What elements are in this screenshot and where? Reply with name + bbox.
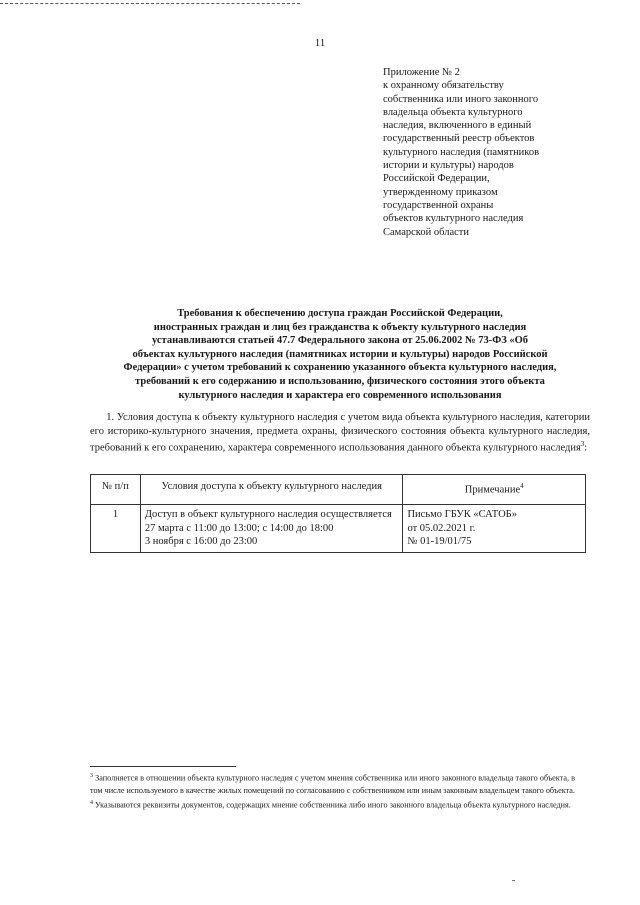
appendix-heading [383, 66, 623, 239]
appendix-line: владельца объекта культурного [383, 106, 523, 118]
footnotes [90, 770, 575, 812]
note-line: Письмо ГБУК «САТОБ» [407, 509, 517, 521]
footnote-mark: 4 [90, 800, 93, 807]
condition-line: Доступ в объект культурного наследия осуществляется [144, 509, 392, 521]
document-title [90, 307, 590, 402]
appendix-line: государственной охраны [383, 199, 494, 211]
title-line: устанавливаются статьей 47.7 Федерального закона от 25.06.2002 № 73-ФЗ «Об [151, 335, 529, 347]
appendix-line: к охранному обязательству [383, 80, 504, 92]
appendix-line: государственный реестр объектов [383, 133, 535, 145]
condition-line: 27 марта с 11:00 до 13:00; с 14:00 до 18:00 [144, 522, 334, 534]
footnote-separator [90, 766, 236, 767]
appendix-line: культурного наследия (памятников [383, 146, 540, 158]
table-header-row [91, 475, 586, 505]
title-line: культурного наследия и характера его современного использования [178, 389, 502, 401]
footnote-3 [90, 770, 575, 797]
appendix-line: объектов культурного наследия [383, 213, 524, 225]
table-row [91, 505, 586, 553]
title-line: объектах культурного наследия (памятниках истории и культуры) народов Российской [132, 348, 548, 360]
top-scan-border [0, 3, 300, 4]
condition-line: 3 ноября с 16:00 до 23:00 [144, 536, 258, 548]
footnote-mark: 3 [90, 773, 93, 779]
footnote-4 [90, 797, 575, 812]
appendix-line: утвержденному приказом [383, 186, 498, 198]
title-line: иностранных граждан и лиц без гражданства к объекту культурного наследия [153, 321, 527, 333]
page-number: 11 [314, 37, 326, 49]
appendix-line: Российской Федерации, [383, 173, 490, 185]
section-1-colon: : [584, 442, 588, 454]
section-1-paragraph [90, 411, 590, 455]
row-number: 1 [91, 505, 141, 553]
header-note [403, 475, 586, 505]
note-line: № 01-19/01/75 [407, 536, 472, 548]
title-line: требований к его содержанию и использованию, физического состояния этого объекта [135, 375, 545, 387]
footnote-ref-4: 4 [520, 482, 524, 490]
section-1-text: 1. Условия доступа к объекту культурного наследия с учетом вида объекта культурного наследия, категории его историко-культурного значения, предмета охраны, физического состояния объекта культурного наследия, требований к его сохранению, характера современного использования данного объекта культурного наследия [90, 412, 591, 454]
appendix-line: собственника или иного законного [383, 93, 539, 105]
scan-speck [512, 880, 515, 881]
appendix-line: истории и культуры) народов [383, 160, 514, 172]
header-number: № п/п [91, 475, 141, 505]
access-conditions-table [90, 474, 586, 553]
row-conditions [140, 505, 403, 553]
footnote-text: Заполняется в отношении объекта культурного наследия с учетом мнения собственника или иного законного владельца такого объекта, в том числе используемого в качестве жилых помещений по согласованию с собственником или иным законным владельцем такого объекта. [90, 773, 575, 796]
header-conditions: Условия доступа к объекту культурного наследия [140, 475, 403, 505]
note-line: от 05.02.2021 г. [407, 522, 476, 534]
footnote-text: Указываются реквизиты документов, содержащих мнение собственника либо иного законного владельца объекта культурного наследия. [93, 801, 571, 811]
appendix-line: Самарской области [383, 226, 469, 238]
footnote-ref-3: 3 [580, 440, 585, 449]
title-line: Федерации» с учетом требований к сохранению указанного объекта культурного наследия, [123, 362, 557, 374]
appendix-line: наследия, включенного в единый [383, 120, 532, 132]
header-note-label: Примечание [464, 484, 521, 496]
appendix-line: Приложение № 2 [383, 67, 460, 78]
row-note [403, 505, 586, 553]
title-line: Требования к обеспечению доступа граждан Российской Федерации, [177, 308, 503, 319]
